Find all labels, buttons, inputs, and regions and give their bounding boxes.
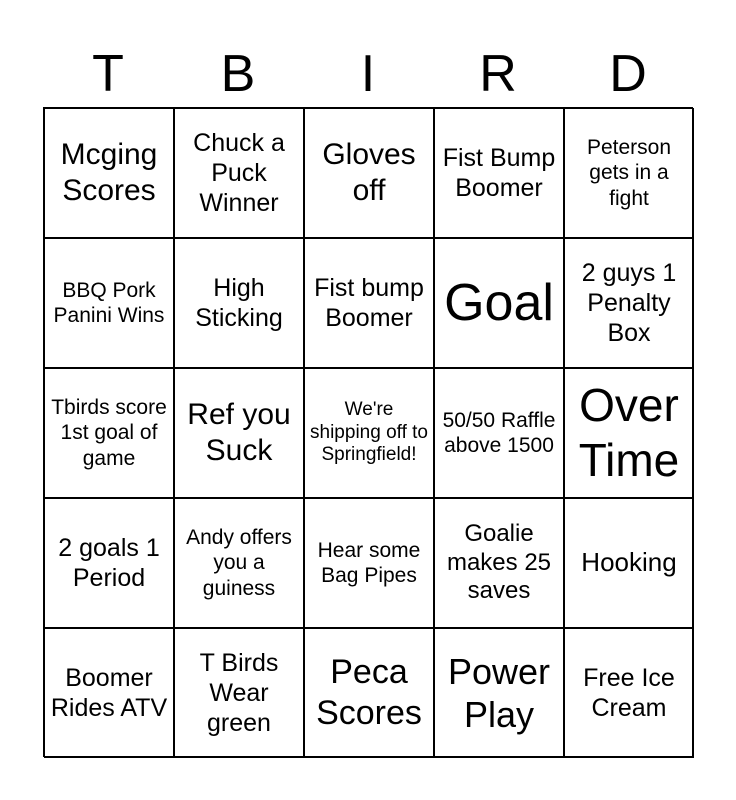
header-letter-r: R: [479, 45, 517, 103]
bingo-grid: [43, 107, 693, 757]
bingo-cell[interactable]: [434, 238, 564, 368]
cell-text: Goalie makes 25 saves: [446, 519, 552, 605]
cell-text: Peca Scores: [316, 653, 422, 732]
bingo-cell[interactable]: [564, 368, 694, 498]
header-letter-t: T: [92, 45, 124, 103]
bingo-cell[interactable]: [434, 368, 564, 498]
cell-text: Over Time: [578, 378, 680, 486]
bingo-cell[interactable]: [564, 238, 694, 368]
bingo-cell[interactable]: [434, 108, 564, 238]
bingo-cell[interactable]: [174, 498, 304, 628]
bingo-header: [43, 40, 693, 108]
cell-text: Goal: [444, 273, 554, 332]
cell-text: 50/50 Raffle above 1500: [442, 408, 556, 457]
cell-text: Tbirds score 1st goal of game: [51, 396, 167, 470]
bingo-cell[interactable]: [44, 368, 174, 498]
cell-text: Boomer Rides ATV: [50, 664, 168, 722]
bingo-cell[interactable]: [564, 498, 694, 628]
cell-text: High Sticking: [195, 274, 283, 332]
bingo-cell[interactable]: [434, 628, 564, 758]
cell-text: Power Play: [447, 650, 551, 735]
cell-text: T Birds Wear green: [199, 649, 279, 737]
bingo-cell[interactable]: [304, 238, 434, 368]
cell-text: Mcging Scores: [60, 138, 158, 207]
bingo-cell[interactable]: [44, 238, 174, 368]
bingo-cell[interactable]: [304, 368, 434, 498]
cell-text: We're shipping off to Springfield!: [310, 398, 428, 466]
bingo-cell[interactable]: [174, 108, 304, 238]
bingo-cell[interactable]: [44, 628, 174, 758]
header-letter-d: D: [609, 45, 647, 103]
bingo-cell[interactable]: [304, 108, 434, 238]
bingo-cell[interactable]: [304, 498, 434, 628]
bingo-cell[interactable]: [174, 628, 304, 758]
cell-text: Hear some Bag Pipes: [317, 538, 421, 587]
bingo-cell[interactable]: [174, 238, 304, 368]
cell-text: 2 guys 1 Penalty Box: [581, 259, 677, 347]
cell-text: Andy offers you a guiness: [186, 526, 292, 600]
cell-text: BBQ Pork Panini Wins: [53, 278, 165, 327]
header-letter-b: B: [220, 45, 256, 103]
cell-text: Free Ice Cream: [583, 664, 675, 722]
cell-text: Peterson gets in a fight: [586, 136, 672, 210]
bingo-cell[interactable]: [44, 498, 174, 628]
header-letter-i: I: [360, 45, 376, 103]
bingo-cell[interactable]: [304, 628, 434, 758]
cell-text: Hooking: [581, 547, 677, 578]
bingo-cell[interactable]: [564, 628, 694, 758]
bingo-cell[interactable]: [44, 108, 174, 238]
cell-text: Chuck a Puck Winner: [193, 129, 285, 217]
cell-text: Gloves off: [322, 138, 416, 207]
cell-text: 2 goals 1 Period: [58, 534, 160, 592]
cell-text: Fist bump Boomer: [314, 274, 424, 332]
cell-text: Ref you Suck: [187, 398, 291, 467]
cell-text: Fist Bump Boomer: [442, 144, 556, 202]
bingo-cell[interactable]: [564, 108, 694, 238]
bingo-cell[interactable]: [174, 368, 304, 498]
bingo-cell[interactable]: [434, 498, 564, 628]
